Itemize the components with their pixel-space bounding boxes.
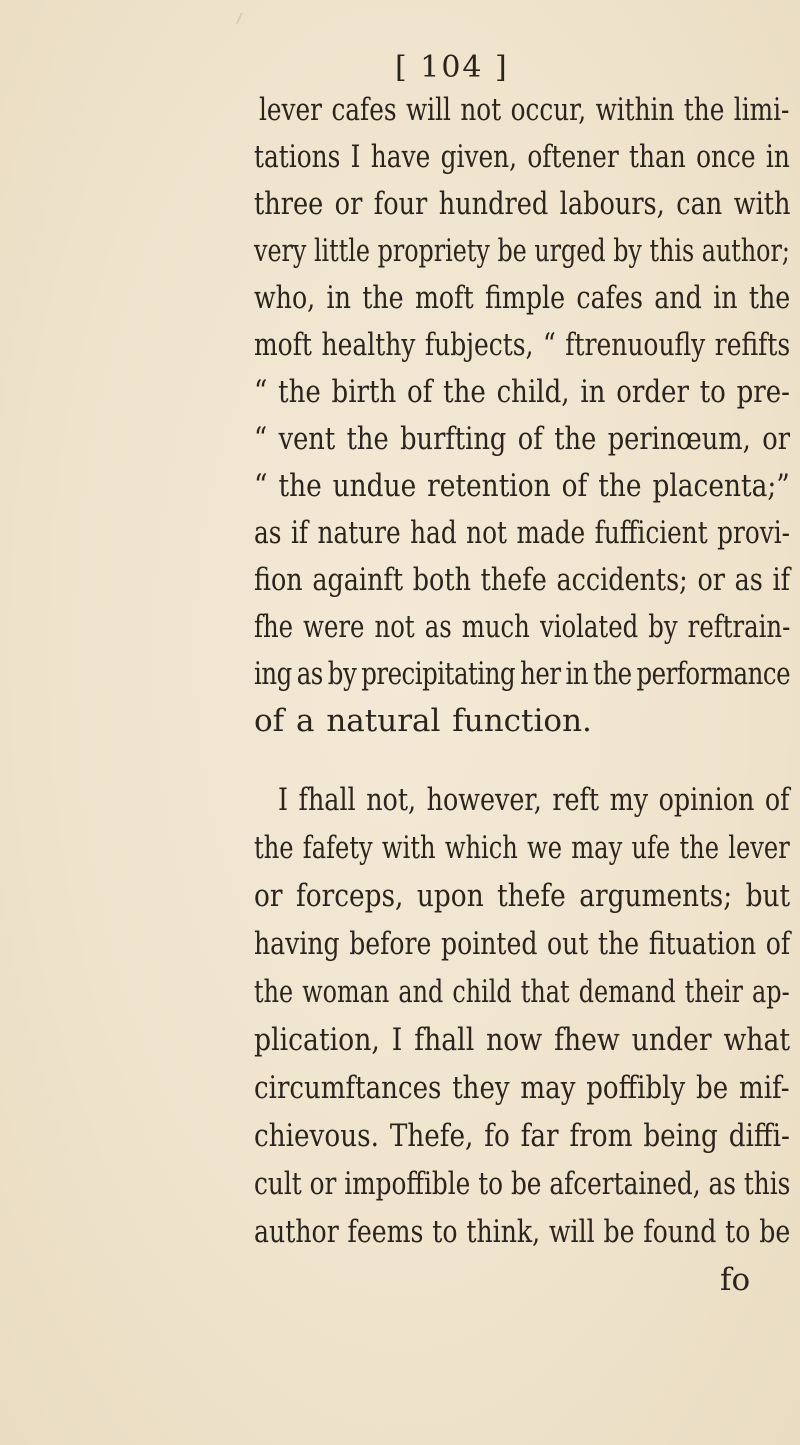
text-line: chievous. Thefe, fo far from being diffi- (254, 1118, 790, 1154)
text-line: the woman and child that demand their ap- (254, 974, 790, 1010)
text-line: lever cafes will not occur, within the limi- (259, 92, 790, 128)
text-line: tations I have given, oftener than once in (254, 139, 790, 175)
margin-mark (236, 12, 250, 27)
text-line: three or four hundred labours, can with (254, 186, 791, 222)
text-line: fhe were not as much violated by reftrain- (254, 609, 791, 645)
text-line: author feems to think, will be found to be (254, 1214, 791, 1250)
text-line: or forceps, upon thefe arguments; but (254, 878, 791, 914)
text-line: as if nature had not made fufficient provi- (254, 515, 791, 551)
text-line: fion againft both thefe accidents; or as if (254, 562, 791, 598)
catchword: fo (720, 1262, 751, 1298)
text-line: very little propriety be urged by this author; (254, 233, 790, 269)
text-line: who, in the moft fimple cafes and in the (254, 280, 791, 316)
text-line: cult or impoffible to be afcertained, as this (254, 1166, 791, 1202)
text-line: “ vent the burfting of the perinœum, or (254, 421, 790, 457)
text-line: plication, I fhall now fhew under what (254, 1022, 791, 1058)
text-line: of a natural function. (254, 703, 592, 739)
text-line: the fafety with which we may ufe the lever (254, 830, 790, 866)
text-line: ing as by precipitating her in the performance (254, 656, 791, 692)
text-line: having before pointed out the fituation of (254, 926, 791, 962)
text-line: moft healthy fubjects, “ ftrenuoufly refifts (254, 327, 791, 363)
text-line: “ the birth of the child, in order to pre- (254, 374, 790, 410)
text-line: circumftances they may poffibly be mif- (254, 1070, 790, 1106)
text-line: “ the undue retention of the placenta;” (254, 468, 790, 504)
page-number-header: [ 104 ] (395, 50, 509, 85)
text-line: I fhall not, however, reft my opinion of (278, 782, 790, 818)
